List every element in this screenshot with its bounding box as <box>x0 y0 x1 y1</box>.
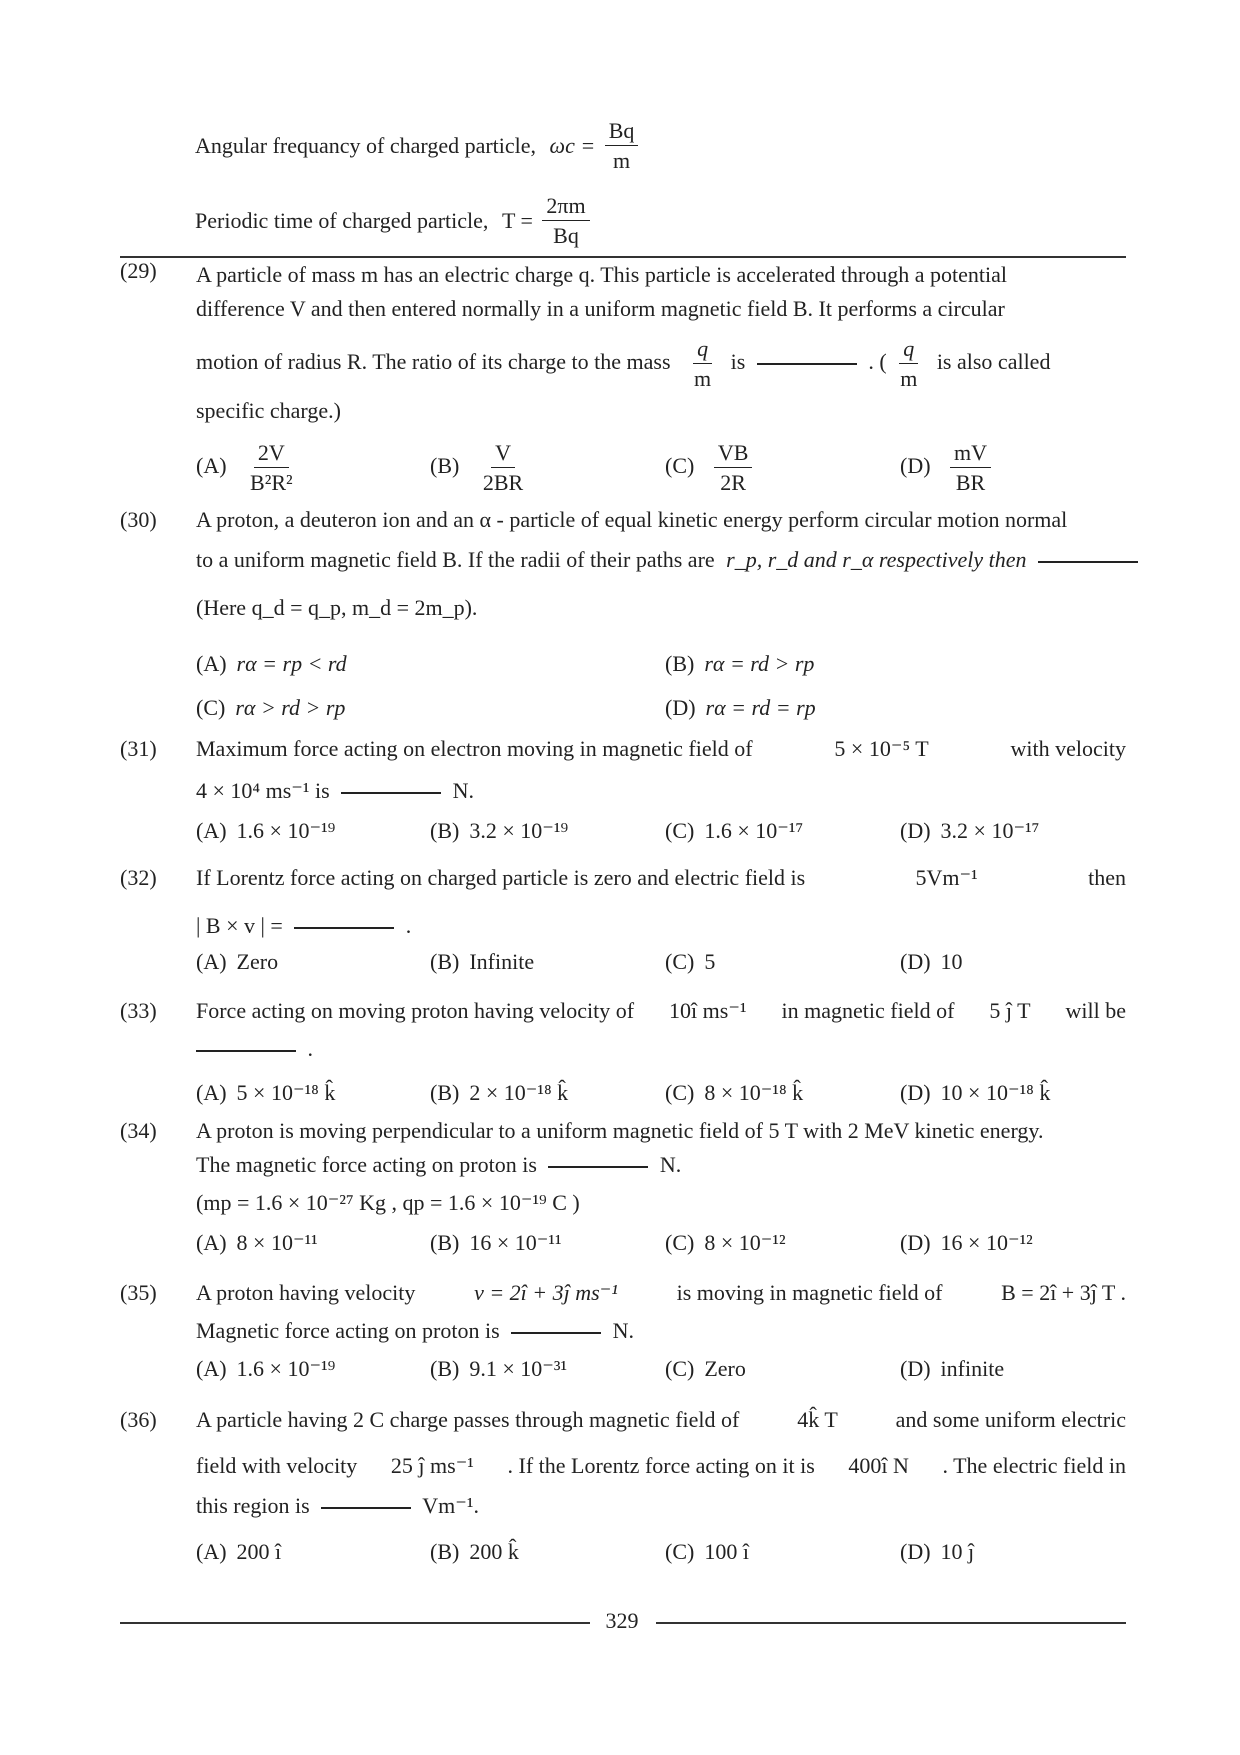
question-text-part: Force acting on moving proton having velocity of <box>196 998 635 1023</box>
option-label: (C) <box>196 695 226 720</box>
question-text-part: 4 × 10⁴ ms⁻¹ is <box>196 778 330 803</box>
fraction-denominator: BR <box>955 470 986 496</box>
question-text-part: . <box>405 913 412 938</box>
cross-product-expression: | B × v | = <box>196 913 283 938</box>
answer-blank <box>196 1050 296 1052</box>
question-number: (29) <box>120 258 157 283</box>
answer-blank <box>341 792 441 794</box>
question-text-part: The magnetic force acting on proton is <box>196 1152 537 1177</box>
question-line <box>196 547 1126 573</box>
option-b[interactable] <box>430 949 534 975</box>
option-c[interactable] <box>665 440 756 496</box>
answer-blank <box>511 1332 601 1334</box>
option-label: (C) <box>665 1230 695 1255</box>
magnetic-field-vector: B = 2î + 3ĵ T . <box>1001 1280 1126 1305</box>
periodic-time-lhs: T = <box>501 207 533 233</box>
option-label: (B) <box>430 1230 460 1255</box>
question-line: difference V and then entered normally in a uniform magnetic field B. It performs a circular <box>196 296 1005 321</box>
option-b[interactable] <box>430 1230 562 1256</box>
answer-blank <box>1038 561 1138 563</box>
question-text <box>196 258 1126 326</box>
q-over-m-fraction <box>690 336 715 392</box>
option-b[interactable] <box>430 1080 568 1106</box>
option-a[interactable] <box>196 949 278 975</box>
option-d[interactable] <box>900 1356 1004 1382</box>
question-text-part: is moving in magnetic field of <box>676 1280 943 1305</box>
question-text-part: . The electric field in <box>942 1453 1126 1478</box>
question-line: (Here q_d = q_p, m_d = 2m_p). <box>196 595 478 620</box>
q-over-m-fraction-2 <box>896 336 921 392</box>
option-label: (C) <box>665 1080 695 1105</box>
option-text: Zero <box>704 1356 746 1381</box>
question-line <box>196 1407 1126 1433</box>
angular-frequency-line <box>195 118 642 174</box>
option-text: 16 × 10⁻¹¹ <box>469 1230 562 1255</box>
fraction-numerator: V <box>491 440 515 468</box>
option-c[interactable] <box>665 1356 746 1382</box>
option-text: 3.2 × 10⁻¹⁷ <box>940 818 1040 843</box>
answer-blank <box>294 927 394 929</box>
option-label: (D) <box>665 695 696 720</box>
question-text-part: is <box>730 348 746 374</box>
question-line <box>196 1493 479 1519</box>
option-text: 2 × 10⁻¹⁸ k̂ <box>469 1080 569 1105</box>
velocity-value: 10î ms⁻¹ <box>669 998 747 1023</box>
option-label: (B) <box>430 452 460 478</box>
option-label: (A) <box>196 1356 227 1381</box>
fraction-denominator: Bq <box>553 223 579 249</box>
option-text: 5 <box>704 949 716 974</box>
question-text-part: in magnetic field of <box>781 998 955 1023</box>
option-label: (D) <box>900 949 931 974</box>
option-c[interactable] <box>196 695 345 721</box>
option-label: (D) <box>900 1080 931 1105</box>
option-label: (B) <box>430 1356 460 1381</box>
option-d[interactable] <box>900 440 995 496</box>
option-text: 1.6 × 10⁻¹⁹ <box>236 1356 336 1381</box>
question-text-part: A proton having velocity <box>196 1280 416 1305</box>
question-text-part: Magnetic force acting on proton is <box>196 1318 500 1343</box>
question-text-part: then <box>1088 865 1126 890</box>
question-text-part: . If the Lorentz force acting on it is <box>507 1453 815 1478</box>
fraction-numerator: 2πm <box>542 193 589 221</box>
question-text-part: . <box>307 1036 313 1061</box>
option-label: (B) <box>430 949 460 974</box>
option-a[interactable] <box>196 1356 335 1382</box>
option-a[interactable] <box>196 1080 335 1106</box>
question-number: (34) <box>120 1118 157 1143</box>
fraction-denominator: m <box>900 366 918 392</box>
option-c[interactable] <box>665 818 803 844</box>
option-label: (C) <box>665 949 695 974</box>
question-line: A proton is moving perpendicular to a uniform magnetic field of 5 T with 2 MeV kinetic energy. <box>196 1118 1044 1143</box>
question-text-part: will be <box>1065 998 1126 1023</box>
fraction-numerator: 2V <box>254 440 289 468</box>
option-label: (C) <box>665 1356 695 1381</box>
question-line: specific charge.) <box>196 398 341 423</box>
question-number: (30) <box>120 507 157 532</box>
velocity-value: 25 ĵ ms⁻¹ <box>390 1453 474 1478</box>
question-line <box>196 1453 1126 1479</box>
question-text-part: field with velocity <box>196 1453 358 1478</box>
question-line-ratio <box>196 336 1126 392</box>
fraction-numerator: q <box>899 336 918 364</box>
fraction-numerator: Bq <box>605 118 639 146</box>
velocity-vector: v = 2î + 3ĵ ms⁻¹ <box>474 1280 618 1305</box>
option-text: rα = rd > rp <box>704 651 815 676</box>
question-line <box>196 736 1126 762</box>
option-label: (B) <box>665 651 695 676</box>
question-text-part: is also called <box>936 348 1051 374</box>
fraction-denominator: m <box>694 366 712 392</box>
option-d[interactable] <box>900 1080 1050 1106</box>
option-label: (A) <box>196 452 227 478</box>
option-d[interactable] <box>900 1230 1033 1256</box>
answer-blank <box>757 363 857 365</box>
angular-frequency-fraction <box>605 118 639 174</box>
fraction-numerator: q <box>693 336 712 364</box>
option-d[interactable] <box>900 1539 974 1565</box>
option-text: 1.6 × 10⁻¹⁷ <box>704 818 804 843</box>
option-text: 8 × 10⁻¹⁸ k̂ <box>704 1080 804 1105</box>
fraction-numerator: mV <box>950 440 991 468</box>
option-b[interactable] <box>430 1539 519 1565</box>
option-text: rα = rp < rd <box>236 651 347 676</box>
option-c[interactable] <box>665 949 715 975</box>
option-label: (C) <box>665 818 695 843</box>
question-text-part: and some uniform electric <box>895 1407 1126 1432</box>
option-text: Infinite <box>469 949 535 974</box>
option-text: 10 × 10⁻¹⁸ k̂ <box>940 1080 1051 1105</box>
page-number: 329 <box>605 1608 639 1633</box>
option-label: (D) <box>900 1539 931 1564</box>
option-text: 200 î <box>236 1539 282 1564</box>
question-number: (35) <box>120 1280 157 1305</box>
question-line: A particle of mass m has an electric charge q. This particle is accelerated through a potential <box>196 262 1008 287</box>
option-b[interactable] <box>430 1356 567 1382</box>
option-text: rα > rd > rp <box>235 695 346 720</box>
option-label: (A) <box>196 818 227 843</box>
option-text: 8 × 10⁻¹² <box>704 1230 786 1255</box>
question-text-part: Maximum force acting on electron moving in magnetic field of <box>196 736 753 761</box>
question-number: (31) <box>120 736 157 761</box>
option-text: Zero <box>236 949 279 974</box>
question-text-part: Vm⁻¹. <box>422 1493 479 1518</box>
question-text-part: motion of radius R. The ratio of its charge to the mass <box>196 348 671 374</box>
answer-blank <box>548 1166 648 1168</box>
fraction-denominator: 2BR <box>482 470 524 496</box>
angular-frequency-label: Angular frequancy of charged particle, <box>195 132 537 158</box>
option-label: (C) <box>665 1539 695 1564</box>
option-label: (D) <box>900 1230 931 1255</box>
question-number: (36) <box>120 1407 157 1432</box>
option-text: 200 k̂ <box>469 1539 519 1564</box>
option-c[interactable] <box>665 1230 786 1256</box>
question-text-part: N. <box>452 778 475 803</box>
answer-blank <box>321 1507 411 1509</box>
option-a[interactable] <box>196 1230 318 1256</box>
option-d[interactable] <box>665 695 816 721</box>
question-number: (32) <box>120 865 157 890</box>
footer-rule-right <box>656 1622 1126 1624</box>
option-text: 16 × 10⁻¹² <box>940 1230 1033 1255</box>
option-b[interactable] <box>430 818 568 844</box>
question-line: A proton, a deuteron ion and an α - particle of equal kinetic energy perform circular motion normal <box>196 507 1068 532</box>
question-line <box>196 1318 634 1344</box>
magnetic-field-value: 4k̂ T <box>797 1407 838 1432</box>
option-b[interactable] <box>665 651 814 677</box>
question-text-part: N. <box>659 1152 682 1177</box>
option-label: (B) <box>430 1080 460 1105</box>
magnetic-field-value: 5 × 10⁻⁵ T <box>834 736 929 761</box>
question-line <box>196 1152 681 1178</box>
option-label: (A) <box>196 651 227 676</box>
question-text-part: A particle having 2 C charge passes through magnetic field of <box>196 1407 740 1432</box>
question-text-part: to a uniform magnetic field B. If the radii of their paths are <box>196 547 715 572</box>
fraction-denominator: B²R² <box>250 470 293 496</box>
option-text: 3.2 × 10⁻¹⁹ <box>469 818 569 843</box>
option-fraction <box>714 440 753 496</box>
periodic-time-line <box>195 193 594 249</box>
radii-symbols: r_p, r_d and r_α respectively then <box>726 547 1027 572</box>
option-text: 100 î <box>704 1539 749 1564</box>
question-text-part: with velocity <box>1010 736 1126 761</box>
question-line <box>196 1036 313 1062</box>
option-fraction <box>246 440 297 496</box>
option-fraction <box>950 440 991 496</box>
option-text: 5 × 10⁻¹⁸ k̂ <box>236 1080 336 1105</box>
lorentz-force-value: 400î N <box>848 1453 909 1478</box>
option-text: 8 × 10⁻¹¹ <box>236 1230 318 1255</box>
option-d[interactable] <box>900 949 963 975</box>
footer-rule-left <box>120 1622 590 1624</box>
question-text-part: N. <box>612 1318 635 1343</box>
fraction-denominator: 2R <box>720 470 746 496</box>
option-a[interactable] <box>196 440 301 496</box>
question-line <box>196 865 1126 891</box>
option-text: infinite <box>940 1356 1005 1381</box>
magnetic-field-value: 5 ĵ T <box>989 998 1031 1023</box>
option-label: (A) <box>196 1230 227 1255</box>
fraction-denominator: m <box>612 148 631 174</box>
option-label: (D) <box>900 818 931 843</box>
periodic-time-fraction <box>542 193 589 249</box>
question-text-part: this region is <box>196 1493 310 1518</box>
question-line <box>196 1280 1126 1306</box>
option-b[interactable] <box>430 440 531 496</box>
option-label: (D) <box>900 452 931 478</box>
option-label: (C) <box>665 452 695 478</box>
option-fraction <box>479 440 527 496</box>
option-a[interactable] <box>196 1539 281 1565</box>
question-text-part: . ( <box>868 348 887 374</box>
question-number: (33) <box>120 998 157 1023</box>
question-line <box>196 998 1126 1024</box>
option-text: 10 <box>940 949 963 974</box>
option-text: rα = rd = rp <box>705 695 816 720</box>
option-text: 1.6 × 10⁻¹⁹ <box>236 818 336 843</box>
fraction-numerator: VB <box>714 440 753 468</box>
option-a[interactable] <box>196 818 335 844</box>
question-line <box>196 778 474 804</box>
option-a[interactable] <box>196 651 347 677</box>
given-constants: (mp = 1.6 × 10⁻²⁷ Kg , qp = 1.6 × 10⁻¹⁹ C ) <box>196 1190 580 1215</box>
periodic-time-label: Periodic time of charged particle, <box>195 207 489 233</box>
option-text: 10 ĵ <box>940 1539 975 1564</box>
question-line <box>196 913 411 939</box>
option-c[interactable] <box>665 1539 749 1565</box>
option-label: (A) <box>196 949 227 974</box>
question-text-part: If Lorentz force acting on charged particle is zero and electric field is <box>196 865 806 890</box>
option-label: (A) <box>196 1080 227 1105</box>
option-c[interactable] <box>665 1080 803 1106</box>
electric-field-value: 5Vm⁻¹ <box>915 865 978 890</box>
option-label: (D) <box>900 1356 931 1381</box>
option-label: (B) <box>430 1539 460 1564</box>
option-label: (A) <box>196 1539 227 1564</box>
option-d[interactable] <box>900 818 1039 844</box>
option-label: (B) <box>430 818 460 843</box>
angular-frequency-lhs: ωc = <box>549 132 596 158</box>
option-text: 9.1 × 10⁻³¹ <box>469 1356 568 1381</box>
